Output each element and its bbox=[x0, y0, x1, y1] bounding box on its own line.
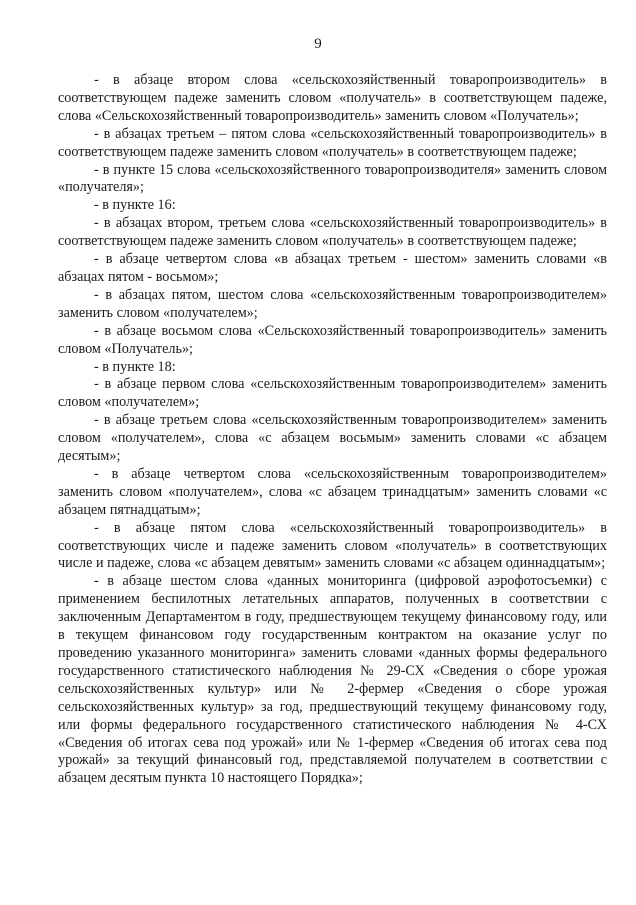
paragraph: - в абзаце восьмом слова «Сельскохозяйственный товаропроизводитель» заменить словом «Получатель»; bbox=[58, 322, 607, 357]
paragraph: - в абзаце первом слова «сельскохозяйственным товаропроизводителем» заменить словом «получателем»; bbox=[58, 376, 607, 411]
page-number: 9 bbox=[314, 36, 322, 52]
paragraph: - в абзаце втором слова «сельскохозяйственный товаропроизводитель» в соответствующем падеже заменить словом «получатель» в соответствующем падеже, слова «Сельскохозяйственный товаропроизводитель» заменить словом «Получатель»; bbox=[58, 72, 607, 124]
paragraph: - в абзацах пятом, шестом слова «сельскохозяйственным товаропроизводителем» заменить словом «получателем»; bbox=[58, 286, 607, 321]
paragraph: - в абзаце шестом слова «данных мониторинга (цифровой аэрофотосъемки) с применением беспилотных летательных аппаратов, полученных в соответствии с заключенным Департаментом в году, предшествующем текущему финансовому году, или в текущем финансовом году государственным контрактом на оказание услуг по проведению указанного мониторинга» заменить словами «данных формы федерального государственного статистического наблюдения № 29-СХ «Сведения о сборе урожая сельскохозяйственных культур» или № 2-фермер «Сведения о сборе урожая сельскохозяйственных культур» за год, предшествующий текущему финансовому году, или формы федерального государственного статистического наблюдения № 4-СХ «Сведения об итогах сева под урожай» или № 1-фермер «Сведения об итогах сева под урожай» за текущий финансовый год, представляемой получателем в соответствии с абзацем десятым пункта 10 настоящего Порядка»; bbox=[58, 573, 607, 787]
document-body bbox=[58, 72, 607, 788]
paragraph: - в абзацах третьем – пятом слова «сельскохозяйственный товаропроизводитель» в соответствующем падеже заменить словом «получатель» в соответствующем падеже; bbox=[58, 125, 607, 160]
paragraph: - в пункте 18: bbox=[94, 358, 176, 375]
paragraph: - в пункте 16: bbox=[94, 197, 176, 214]
paragraph: - в пункте 15 слова «сельскохозяйственного товаропроизводителя» заменить словом «получателя»; bbox=[58, 161, 607, 196]
paragraph: - в абзаце третьем слова «сельскохозяйственным товаропроизводителем» заменить словом «получателем», слова «с абзацем восьмым» заменить словами «с абзацем десятым»; bbox=[58, 412, 607, 465]
paragraph: - в абзацах втором, третьем слова «сельскохозяйственный товаропроизводитель» в соответствующем падеже заменить словом «получатель» в соответствующем падеже; bbox=[58, 215, 607, 250]
paragraph: - в абзаце четвертом слова «сельскохозяйственным товаропроизводителем» заменить словом «получателем», слова «с абзацем тринадцатым» заменить словами «с абзацем пятнадцатым»; bbox=[58, 465, 607, 518]
paragraph: - в абзаце пятом слова «сельскохозяйственный товаропроизводитель» в соответствующих числе и падеже заменить словом «получатель» в соответствующих числе и падеже, слова «с абзацем девятым» заменить словами «с абзацем одиннадцатым»; bbox=[58, 519, 607, 572]
paragraph: - в абзаце четвертом слова «в абзацах третьем - шестом» заменить словами «в абзацах пятом - восьмом»; bbox=[58, 251, 607, 285]
